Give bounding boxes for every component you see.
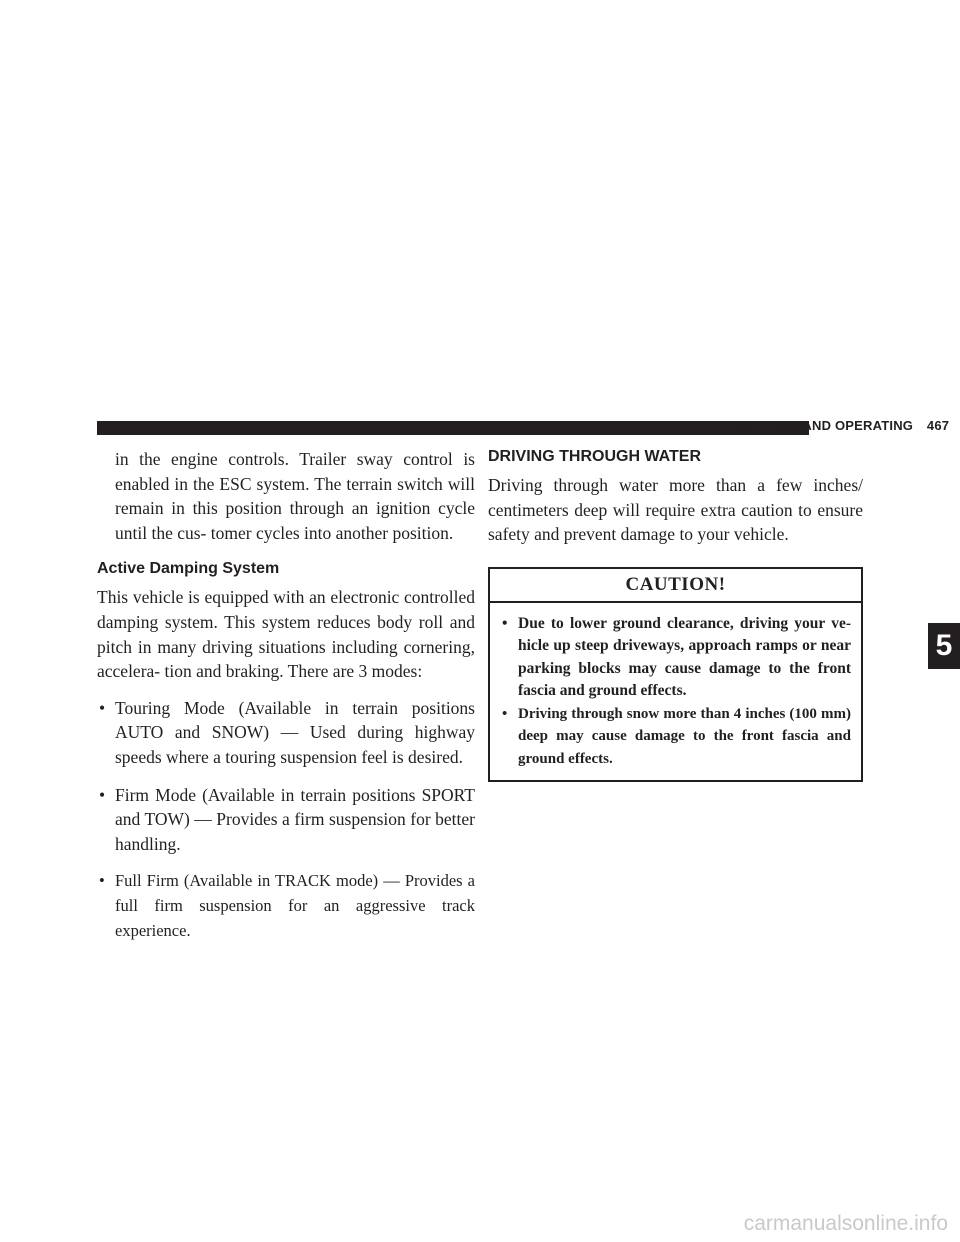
caution-item-text: Due to lower ground clearance, driving your ve- hicle up steep driveways, approach ramps or near parking blocks may cause damage to the front fascia and ground effects. <box>518 614 851 700</box>
section-heading-driving-through-water: DRIVING THROUGH WATER <box>488 448 702 465</box>
caution-item-text: Driving through snow more than 4 inches (100 mm) deep may cause damage to the front fascia and ground effects. <box>518 705 851 767</box>
list-item-firm-mode <box>97 783 475 857</box>
caution-item-ground-clearance <box>500 613 851 703</box>
active-damping-paragraph: This vehicle is equipped with an electronic controlled damping system. This system reduces body roll and pitch in many driving situations including cornering, accelera- tion and braking. There are 3 modes: <box>97 587 475 682</box>
list-item-full-firm <box>97 869 475 943</box>
running-header <box>732 418 949 433</box>
list-item-text: Full Firm (Available in TRACK mode) — Provides a full firm suspension for an aggressive track experience. <box>115 871 475 940</box>
section-title: STARTING AND OPERATING <box>732 418 914 433</box>
damping-modes-list <box>97 696 475 943</box>
continued-paragraph: in the engine controls. Trailer sway control is enabled in the ESC system. The terrain switch will remain in this position through an ignition cycle until the cus- tomer cycles into another position. <box>115 449 475 543</box>
caution-body <box>490 603 861 781</box>
caution-title: CAUTION! <box>490 569 861 603</box>
bullet-icon: • <box>502 705 508 722</box>
caution-list <box>500 613 851 771</box>
left-column <box>97 447 475 956</box>
chapter-tab: 5 <box>928 623 960 669</box>
watermark: carmanualsonline.info <box>743 1212 948 1235</box>
page-number: 467 <box>926 418 950 433</box>
caution-item-snow <box>500 703 851 771</box>
list-item-text: Touring Mode (Available in terrain positions AUTO and SNOW) — Used during highway speeds where a touring suspension feel is desired. <box>115 697 475 767</box>
bullet-icon: • <box>99 697 106 718</box>
driving-through-water-paragraph: Driving through water more than a few inches/ centimeters deep will require extra caution to ensure safety and prevent damage to your vehicle. <box>488 475 863 545</box>
section-heading-active-damping: Active Damping System <box>97 560 280 578</box>
list-item-touring-mode <box>97 696 475 770</box>
bullet-icon: • <box>99 784 106 805</box>
header-bar <box>97 421 809 435</box>
bullet-icon: • <box>502 614 508 632</box>
caution-box <box>488 567 863 783</box>
bullet-icon: • <box>99 871 105 891</box>
right-column <box>488 447 863 782</box>
list-item-text: Firm Mode (Available in terrain positions SPORT and TOW) — Provides a firm suspension for better handling. <box>115 784 475 854</box>
